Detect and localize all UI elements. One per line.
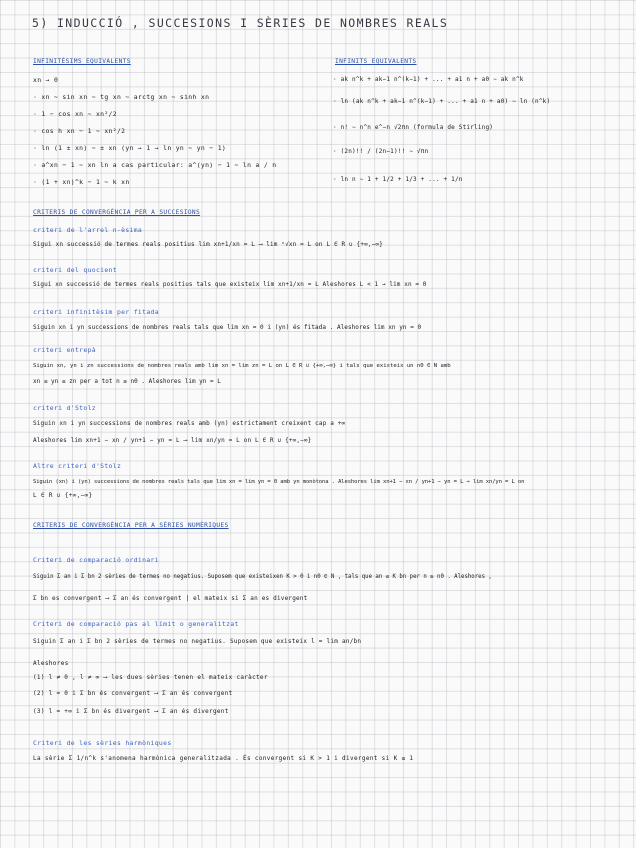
infinitesim-line: · 1 − cos xn ∼ xn²/2 [33, 110, 117, 118]
altre-stolz-line: L ∈ R ∪ {+∞,−∞} [33, 492, 93, 499]
infinitesim-fitada-line: Siguin xn i yn successions de nombres reals tals que lim xn = 0 i (yn) és fitada . Aleshores lim xn yn = 0 [33, 324, 422, 331]
pas-limit-line: Aleshores [33, 660, 69, 667]
pas-limit-line: Siguin Σ an i Σ bn 2 sèries de termes no negatius. Suposem que existeix l = lim an/bn [33, 638, 362, 645]
entrepa-line: xn ≤ yn ≤ zn per a tot n ≥ n0 . Aleshores lim yn = L [33, 378, 221, 385]
stolz-line: Aleshores lim xn+1 − xn / yn+1 − yn = L ⟶ lim xn/yn = L on L ∈ R ∪ {+∞,−∞} [33, 437, 312, 444]
infinitesims-heading: INFINITÈSIMS EQUIVALENTS [33, 58, 131, 65]
infinitesim-line: xn → 0 [33, 76, 59, 84]
pas-limit-line: (1) l ≠ 0 , l ≠ ∞ ⟶ les dues sèries tenen el mateix caràcter [33, 674, 268, 681]
entrepa-line: Siguin xn, yn i zn successions de nombres reals amb lim xn = lim zn = L on L ∈ R ∪ {+∞,−∞} i tals que existeix un n0 ∈ N amb [33, 363, 451, 369]
infinit-line: · n! ∼ n^n e^−n √2πn (formula de Stirling) [333, 124, 494, 131]
series-heading: CRITERIS DE CONVERGÈNCIA PER A SÈRIES NUMÈRIQUES [33, 522, 229, 529]
succ-heading: CRITERIS DE CONVERGÈNCIA PER A SUCCESIONS [33, 209, 201, 216]
pas-limit-line: (3) l = +∞ i Σ bn és divergent ⟶ Σ an és divergent [33, 708, 229, 715]
comparacio-line: Σ bn es convergent ⟶ Σ an és convergent | el mateix si Σ an es divergent [33, 595, 308, 602]
comparacio-line: Siguin Σ an i Σ bn 2 sèries de termes no negatius. Suposem que existeixen K > 0 i n0 ∈ N , tals que an ≤ K bn per n ≥ n0 . Aleshores , [33, 574, 492, 580]
infinit-line: · ak n^k + ak−1 n^(k−1) + ... + a1 n + a0 ∼ ak n^k [333, 76, 524, 83]
entrepa-title: criteri entrepà [33, 346, 96, 354]
infinit-line: · (2n)!! / (2n−1)!! ∼ √πn [333, 148, 429, 155]
harmoniques-title: Criteri de les sèries harmòniques [33, 739, 172, 747]
stolz-title: criteri d'Stolz [33, 404, 96, 412]
arrel-title: criteri de l'arrel n-èsima [33, 226, 143, 234]
stolz-line: Siguin xn i yn successions de nombres reals amb (yn) estrictament creixent cap a +∞ [33, 420, 346, 427]
infinit-line: · ln n ∼ 1 + 1/2 + 1/3 + ... + 1/n [333, 176, 463, 183]
infinitesim-line: · a^xn − 1 ∼ xn ln a cas particular: a^(yn) − 1 ∼ ln a / n [33, 161, 277, 169]
quocient-title: criteri del quocient [33, 266, 117, 274]
altre-stolz-line: Siguin (xn) i (yn) successions de nombres reals tals que lim xn = lim yn = 0 amb yn monòtona . Aleshores lim xn+1 − xn / yn+1 − yn = L → lim xn/yn = L on [33, 479, 525, 485]
infinits-heading: INFINITS EQUIVALENTS [335, 58, 417, 65]
infinit-line: · ln (ak n^k + ak−1 n^(k−1) + ... + a1 n + a0) ∼ ln (n^k) [333, 98, 551, 105]
infinitesim-title: criteri infinitèsim per fitada [33, 308, 159, 316]
infinitesim-line: · cos h xn − 1 ∼ xn²/2 [33, 127, 126, 135]
arrel-line: Sigui xn successió de termes reals positius lim xn+1/xn = L ⟶ lim ⁿ√xn = L on L ∈ R ∪ {+∞,−∞} [33, 241, 383, 248]
infinitesim-line: · ln (1 ± xn) ∼ ± xn (yn → 1 → ln yn ∼ yn − 1) [33, 144, 227, 152]
quocient-line: Sigui xn successió de termes reals positius tals que existeix lim xn+1/xn = L Aleshores L < 1 → lim xn = 0 [33, 281, 427, 288]
pas-limit-title: Criteri de comparació pas al límit o generalitzat [33, 620, 239, 628]
infinitesim-line: · xn ∼ sin xn ∼ tg xn ∼ arctg xn ∼ sinh xn [33, 93, 210, 101]
altre-stolz-title: Altre criteri d'Stolz [33, 462, 122, 470]
infinitesim-line: · (1 + xn)^k − 1 ∼ k xn [33, 178, 130, 186]
pas-limit-line: (2) l = 0 i Σ bn és convergent ⟶ Σ an és convergent [33, 690, 233, 697]
comparacio-title: Criteri de comparació ordinari [33, 556, 159, 564]
harmoniques-line: La sèrie Σ 1/n^k s'anomena harmònica generalitzada . És convergent si K > 1 i divergent si K ≤ 1 [33, 755, 414, 762]
page-title: 5) INDUCCIÓ , SUCCESIONS I SÈRIES DE NOMBRES REALS [32, 16, 449, 30]
